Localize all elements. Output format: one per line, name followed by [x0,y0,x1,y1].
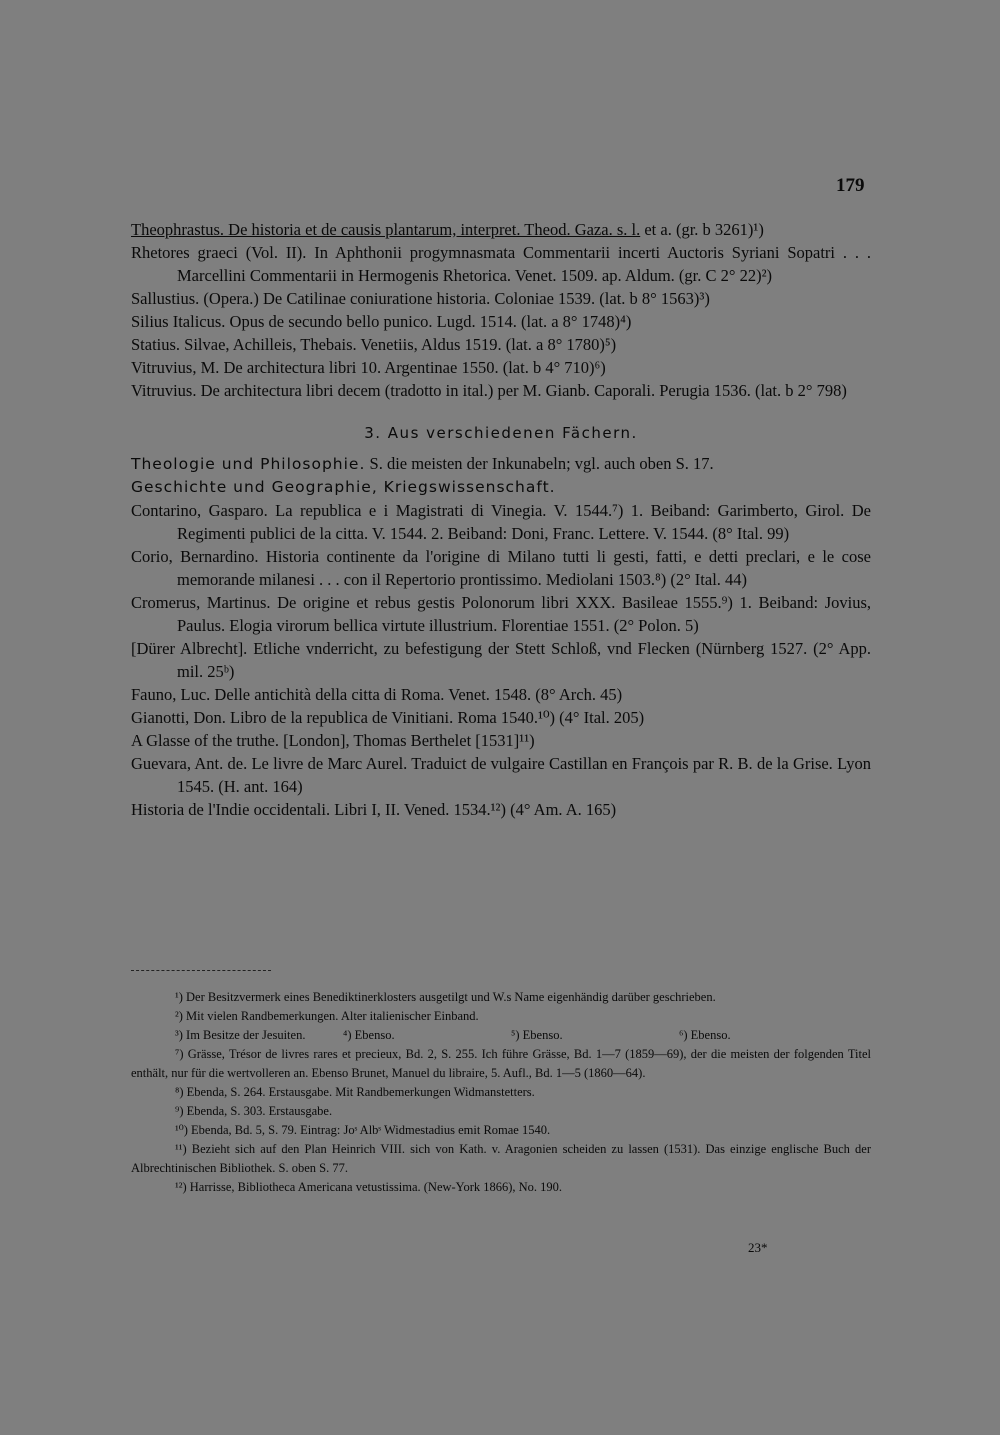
subject-note: S. die meisten der Inkunabeln; vgl. auch oben S. 17. [365,454,714,473]
entry-underlined-title: Theophrastus. De historia et de causis plantarum, interpret. Theod. Gaza. s. l. [131,220,641,239]
page-number: 179 [836,175,865,196]
signature-mark: 23* [748,1240,768,1255]
footnote-row [131,1026,871,1045]
catalog-entry: Guevara, Ant. de. Le livre de Marc Aurel. Traduict de vulgaire Castillan en François par R. B. de la Grise. Lyon 1545. (H. ant. 164) [131,754,871,796]
catalog-entry: Gianotti, Don. Libro de la republica de Vinitiani. Roma 1540.¹⁰) (4° Ital. 205) [131,708,645,727]
catalog-entry: Sallustius. (Opera.) De Catilinae coniuratione historia. Coloniae 1539. (lat. b 8° 1563)³) [131,289,710,308]
footnote: ⁹) Ebenda, S. 303. Erstausgabe. [175,1104,333,1118]
catalog-entry: [Dürer Albrecht]. Etliche vnderricht, zu befestigung der Stett Schloß, vnd Flecken (Nürnberg 1527. (2° App. mil. 25ᵇ) [131,639,871,681]
catalog-entry: Fauno, Luc. Delle antichità della citta di Roma. Venet. 1548. (8° Arch. 45) [131,685,623,704]
footnote: ⁴) Ebenso. [343,1028,395,1042]
catalog-entry: A Glasse of the truthe. [London], Thomas Berthelet [1531]¹¹) [131,731,535,750]
footnote: ²) Mit vielen Randbemerkungen. Alter italienischer Einband. [175,1009,479,1023]
catalog-entry: Contarino, Gasparo. La republica e i Magistrati di Vinegia. V. 1544.⁷) 1. Beiband: Garimberto, Girol. De Regimenti publici de la citta. V. 1544. 2. Beiband: Doni, Franc. Lettere. V. 1544. (8° Ital. 99) [131,501,871,543]
footnote: ³) Im Besitze der Jesuiten. [175,1028,306,1042]
catalog-entry: Vitruvius, M. De architectura libri 10. Argentinae 1550. (lat. b 4° 710)⁶) [131,358,606,377]
footnote: ¹²) Harrisse, Bibliotheca Americana vetustissima. (New-York 1866), No. 190. [175,1180,563,1194]
catalog-entry: Rhetores graeci (Vol. II). In Aphthonii progymnasmata Commentarii incerti Auctoris Syriani Sopatri . . . Marcellini Commentarii in Hermogenis Rhetorica. Venet. 1509. ap. Aldum. (gr. C 2° 22)²) [131,243,871,285]
catalog-entry: Cromerus, Martinus. De origine et rebus gestis Polonorum libri XXX. Basileae 1555.⁹) 1. Beiband: Jovius, Paulus. Elogia virorum bellica virtute illustrium. Florentiae 1551. (2° Polon. 5) [131,593,871,635]
catalog-entry: Statius. Silvae, Achilleis, Thebais. Venetiis, Aldus 1519. (lat. a 8° 1780)⁵) [131,335,617,354]
catalog-entries [131,218,871,821]
section-heading: 3. Aus verschiedenen Fächern. [364,424,638,442]
catalog-entry: Historia de l'Indie occidentali. Libri I, II. Vened. 1534.¹²) (4° Am. A. 165) [131,800,617,819]
subject-title: Geschichte und Geographie, Kriegswissenschaft. [131,478,556,496]
footnote: ⁵) Ebenso. [511,1028,563,1042]
footnote-divider [131,970,271,971]
footnotes [131,988,871,1197]
subject-title: Theologie und Philosophie. [131,455,366,473]
footnote: ¹¹) Bezieht sich auf den Plan Heinrich VIII. sich von Kath. v. Aragonien scheiden zu lassen (1531). Das einzige englische Buch der Albrechtinischen Bibliothek. S. oben S. 77. [131,1142,871,1175]
catalog-entry: Corio, Bernardino. Historia continente da l'origine di Milano tutti li gesti, fatti, e detti preclari, e le cose memorande milanesi . . . con il Repertorio prontissimo. Mediolani 1503.⁸) (2° Ital. 44) [131,547,871,589]
footnote: ¹) Der Besitzvermerk eines Benediktinerklosters ausgetilgt und W.s Name eigenhändig darüber geschrieben. [175,990,716,1004]
footnote: ⁸) Ebenda, S. 264. Erstausgabe. Mit Randbemerkungen Widmanstetters. [175,1085,535,1099]
footnote: ⁶) Ebenso. [679,1028,731,1042]
entry-text: et a. (gr. b 3261)¹) [640,220,764,239]
footnote: ⁷) Grässe, Trésor de livres rares et precieux, Bd. 2, S. 255. Ich führe Grässe, Bd. 1—7 (1859—69), der die meisten der folgenden Titel enthält, nur für die wertvolleren an. Ebenso Brunet, Manuel du libraire, 5. Aufl., Bd. 1—5 (1860—64). [131,1047,871,1080]
footnote: ¹⁰) Ebenda, Bd. 5, S. 79. Eintrag: Joˢ Albˢ Widmestadius emit Romae 1540. [175,1123,551,1137]
catalog-entry [131,218,871,241]
catalog-entry: Vitruvius. De architectura libri decem (tradotto in ital.) per M. Gianb. Caporali. Perugia 1536. (lat. b 2° 798) [131,381,847,400]
subject-heading [131,452,871,476]
catalog-entry: Silius Italicus. Opus de secundo bello punico. Lugd. 1514. (lat. a 8° 1748)⁴) [131,312,632,331]
subject-heading [131,476,871,499]
